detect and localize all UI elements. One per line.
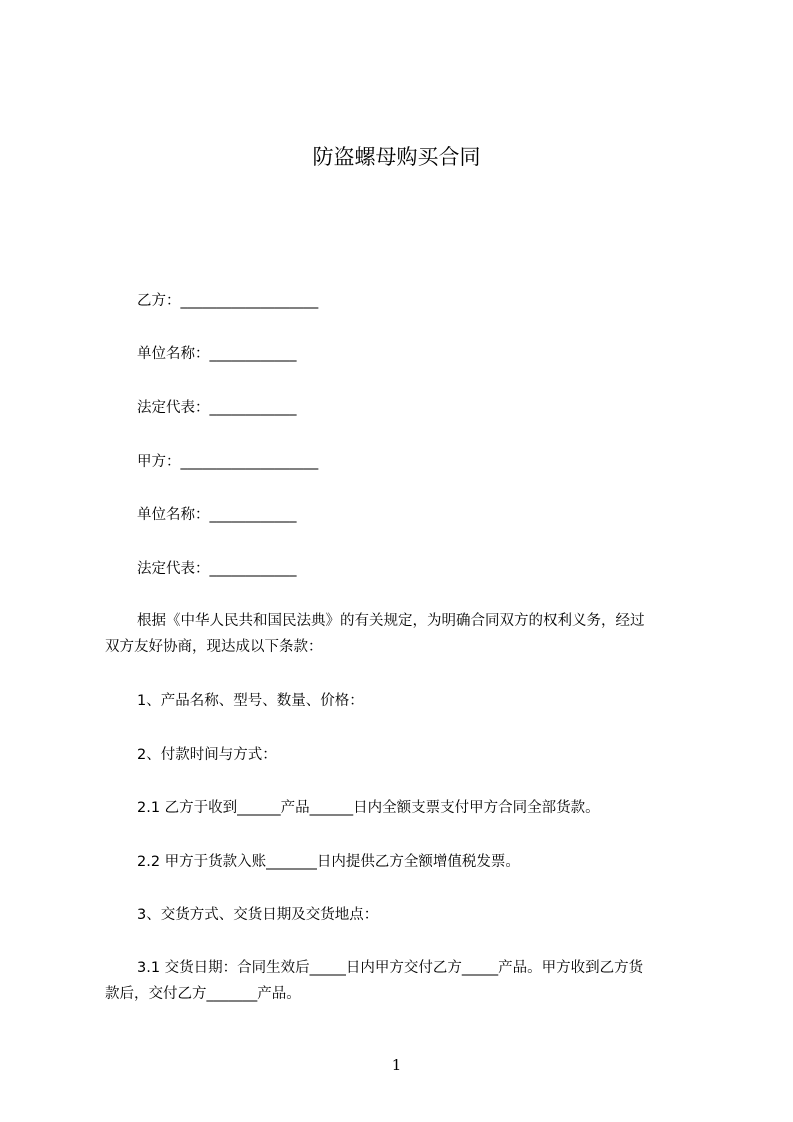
party-b-legal-representative-line: 法定代表：____________	[137, 400, 297, 416]
page-number: 1	[391, 1056, 402, 1074]
clause-3-1-paragraph	[105, 955, 705, 1007]
clause-3-1-line-2: 款后，交付乙方_______产品。	[105, 986, 301, 1002]
document-title: 防盗螺母购买合同	[312, 145, 481, 169]
party-a-legal-representative-line: 法定代表：____________	[137, 561, 297, 577]
party-b-unit-name-line: 单位名称：____________	[137, 346, 297, 362]
clause-2-2: 2.2 甲方于货款入账_______日内提供乙方全额增值税发票。	[137, 854, 520, 870]
clause-2: 2、付款时间与方式：	[137, 747, 277, 763]
party-b-line: 乙方：___________________	[137, 293, 319, 309]
party-a-unit-name-line: 单位名称：____________	[137, 507, 297, 523]
clause-3-1-line-1: 3.1 交货日期：合同生效后_____日内甲方交付乙方_____产品。甲方收到乙方货	[137, 960, 644, 976]
clause-1: 1、产品名称、型号、数量、价格：	[137, 693, 364, 709]
intro-line-1: 根据《中华人民共和国民法典》的有关规定，为明确合同双方的权利义务，经过	[137, 613, 645, 629]
clause-2-1: 2.1 乙方于收到______产品______日内全额支票支付甲方合同全部货款。	[137, 800, 600, 816]
clause-3: 3、交货方式、交货日期及交货地点：	[137, 907, 379, 923]
intro-line-2: 双方友好协商，现达成以下条款：	[105, 639, 323, 655]
intro-paragraph	[105, 608, 705, 660]
party-a-line: 甲方：___________________	[137, 454, 319, 470]
